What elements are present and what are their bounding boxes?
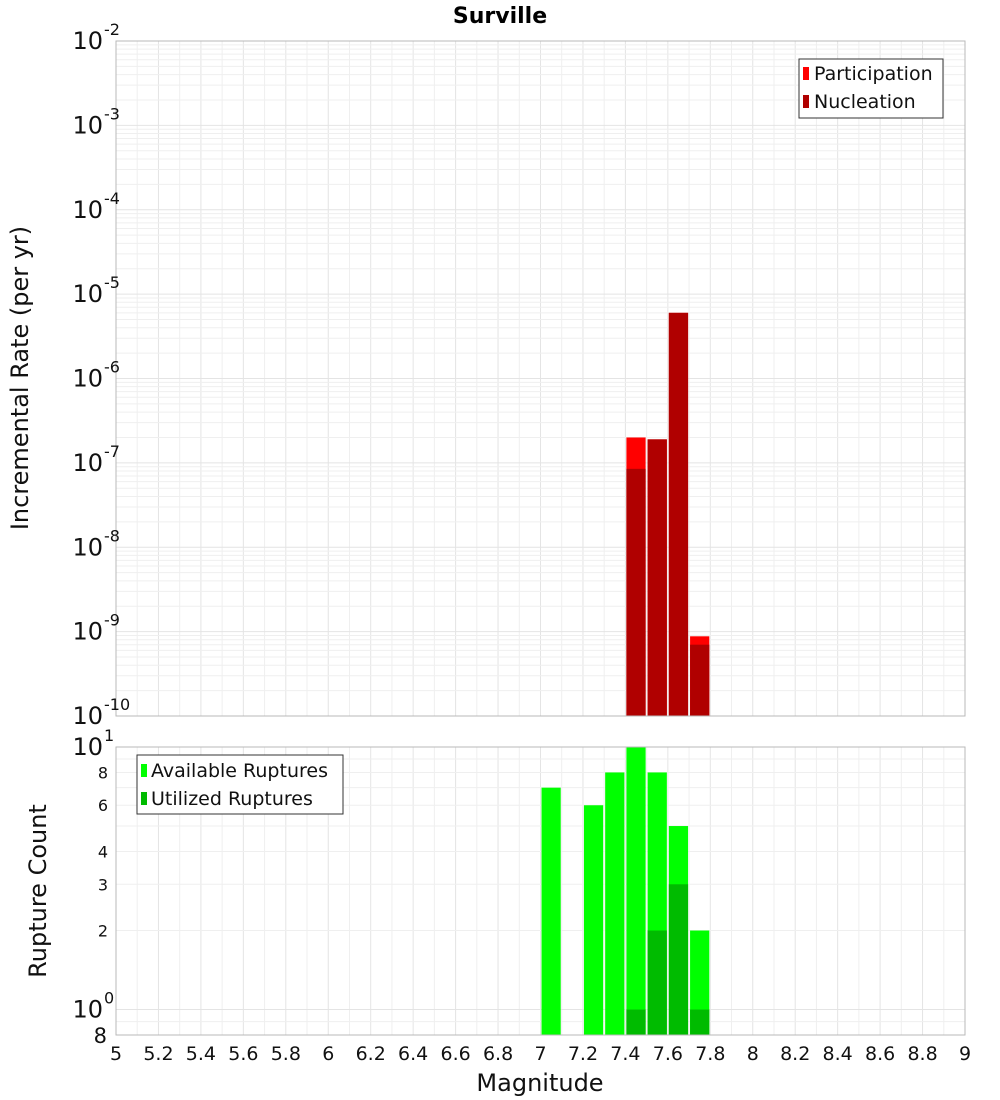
- bottom-bar-available-ruptures: [542, 788, 561, 1035]
- x-tick-label: 8.2: [780, 1043, 811, 1065]
- bottom-bar-available-ruptures: [584, 805, 603, 1035]
- legend-swatch-utilized: [141, 792, 147, 805]
- top-bar-nucleation: [690, 645, 709, 716]
- bottom-y-tick-exponent: 1: [104, 726, 115, 745]
- bottom-bar-utilized-ruptures: [669, 884, 688, 1035]
- legend-label-utilized: Utilized Ruptures: [151, 788, 313, 810]
- x-tick-label: 5.4: [185, 1043, 217, 1065]
- top-bar-nucleation: [648, 439, 667, 716]
- legend-label-nucleation: Nucleation: [814, 91, 916, 113]
- x-tick-label: 8.6: [864, 1043, 896, 1065]
- bottom-bar-utilized-ruptures: [626, 1010, 645, 1035]
- x-tick-label: 6.8: [482, 1043, 514, 1065]
- x-tick-label: 8.4: [822, 1043, 853, 1065]
- top-y-tick-exponent: -6: [104, 357, 120, 377]
- top-panel: [72, 20, 965, 730]
- top-y-tick-exponent: -7: [104, 441, 120, 461]
- x-tick-label: 5.6: [228, 1043, 259, 1065]
- legend-label-participation: Participation: [814, 63, 933, 85]
- top-y-tick-exponent: -10: [104, 695, 131, 714]
- bottom-y-tick-label: 10: [72, 733, 103, 761]
- top-y-axis-label: Incremental Rate (per yr): [6, 225, 34, 531]
- bottom-y-axis-label: Rupture Count: [24, 804, 52, 978]
- x-tick-label: 6.2: [355, 1043, 386, 1065]
- bottom-y-tick-label: 8: [97, 763, 108, 783]
- bottom-bar-available-ruptures: [605, 772, 624, 1035]
- x-axis-label: Magnitude: [476, 1069, 604, 1097]
- x-tick-label: 7.6: [652, 1043, 683, 1065]
- top-y-tick-exponent: -9: [104, 610, 120, 630]
- bottom-y-tick-label: 4: [97, 842, 108, 862]
- x-tick-label: 7.4: [610, 1043, 641, 1065]
- legend-swatch-nucleation: [803, 95, 809, 108]
- top-y-tick-exponent: -4: [104, 188, 120, 208]
- x-tick-label: 5: [109, 1043, 123, 1065]
- x-tick-label: 8: [746, 1043, 759, 1065]
- legend-swatch-participation: [803, 67, 809, 80]
- top-y-tick-label: 10: [72, 280, 103, 309]
- bottom-y-tick-label: 8: [93, 1024, 107, 1048]
- top-y-tick-label: 10: [72, 27, 103, 55]
- bottom-y-tick-exponent: 0: [104, 988, 115, 1008]
- x-tick-label: 7: [534, 1043, 547, 1065]
- bottom-bar-utilized-ruptures: [690, 1010, 709, 1035]
- bottom-y-tick-label: 3: [97, 875, 108, 895]
- bottom-y-tick-label: 2: [97, 921, 108, 941]
- x-tick-label: 6.6: [440, 1043, 471, 1065]
- legend-swatch-available: [141, 764, 147, 777]
- x-tick-label: 5.2: [143, 1043, 174, 1065]
- bottom-bar-utilized-ruptures: [648, 931, 667, 1035]
- x-tick-label: 5.8: [270, 1043, 301, 1065]
- top-y-tick-exponent: -8: [104, 526, 120, 546]
- top-legend: [799, 59, 943, 118]
- x-tick-label: 7.8: [695, 1043, 726, 1065]
- top-y-tick-label: 10: [72, 533, 103, 562]
- top-y-tick-label: 10: [72, 364, 103, 393]
- top-y-tick-exponent: -2: [104, 20, 120, 39]
- x-tick-label: 6.4: [398, 1043, 429, 1065]
- bottom-y-tick-label: 10: [72, 995, 103, 1024]
- x-tick-label: 7.2: [567, 1043, 599, 1065]
- chart-title: Surville: [452, 4, 548, 29]
- bottom-y-tick-label: 6: [97, 796, 108, 816]
- x-tick-label: 8.8: [907, 1043, 938, 1065]
- x-tick-label: 9: [958, 1043, 972, 1065]
- top-y-tick-label: 10: [72, 111, 103, 140]
- top-y-tick-exponent: -5: [104, 273, 120, 293]
- x-tick-label: 6: [322, 1043, 335, 1065]
- bottom-bar-available-ruptures: [626, 747, 645, 1035]
- top-y-tick-label: 10: [72, 702, 103, 730]
- top-y-tick-label: 10: [72, 448, 103, 477]
- bottom-legend: [137, 755, 343, 814]
- top-bar-nucleation: [626, 469, 645, 716]
- top-y-tick-label: 10: [72, 617, 103, 646]
- top-y-tick-label: 10: [72, 195, 103, 224]
- legend-label-available: Available Ruptures: [151, 760, 328, 782]
- top-y-tick-exponent: -3: [104, 104, 120, 124]
- top-bar-nucleation: [669, 313, 688, 716]
